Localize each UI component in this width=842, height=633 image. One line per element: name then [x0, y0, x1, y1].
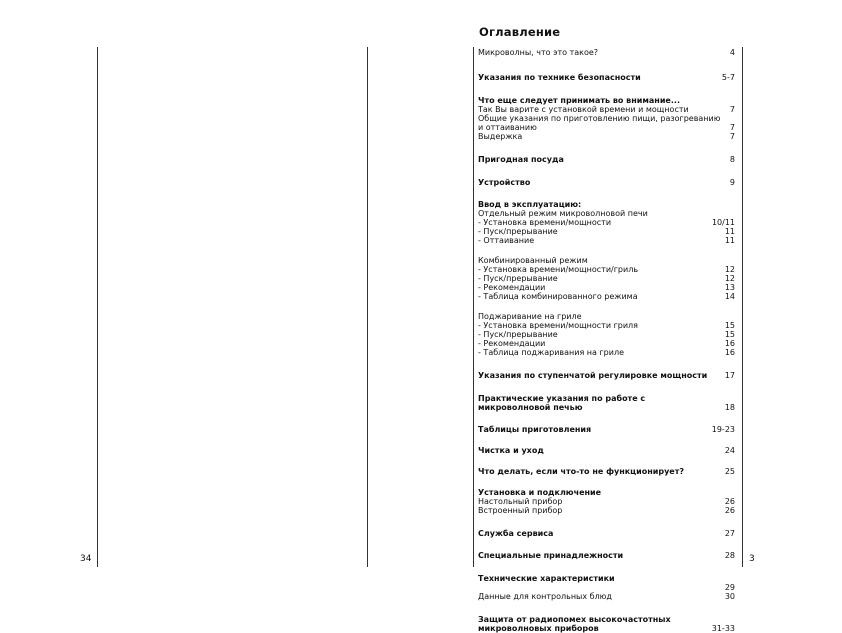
toc-entry[interactable]	[478, 330, 735, 339]
toc-section	[478, 467, 735, 476]
toc-entry-text: Настольный прибор	[478, 497, 563, 506]
toc-entry-page: 7	[729, 105, 735, 114]
toc-entry-page: 29	[724, 583, 735, 592]
toc-section-heading: Ввод в эксплуатацию:	[478, 200, 582, 209]
toc-section	[478, 178, 735, 187]
toc-entry-page: 26	[724, 497, 735, 506]
toc-entry-text: Таблицы приготовления	[478, 425, 592, 434]
toc-section	[478, 48, 735, 57]
toc-entry[interactable]	[478, 312, 735, 321]
toc-entry-page: 8	[729, 155, 735, 164]
toc-entry-page: 31-33	[711, 624, 735, 633]
toc-entry-text: Что делать, если что-то не функционирует?	[478, 467, 684, 476]
toc-entry[interactable]	[478, 506, 735, 515]
toc-entry-page: 14	[724, 292, 735, 301]
toc-entry[interactable]	[478, 209, 735, 218]
toc-section	[478, 155, 735, 164]
toc-section-heading: Установка и подключение	[478, 488, 602, 497]
toc-entry[interactable]	[478, 371, 735, 380]
toc-section	[478, 96, 735, 141]
toc-section	[478, 529, 735, 538]
toc-section-heading: Что еще следует принимать во внимание...	[478, 96, 680, 105]
toc-entry[interactable]	[478, 73, 735, 82]
toc-entry-text: Служба сервиса	[478, 529, 554, 538]
toc-entry-text: Практические указания по работе с микроволновой печью	[478, 394, 646, 412]
toc-entry-text: Общие указания по приготовлению пищи, разогреванию и оттаиванию	[478, 114, 721, 132]
toc-section	[478, 446, 735, 455]
toc-entry-text: Отдельный режим микроволновой печи	[478, 209, 648, 218]
toc-entry-text: - Рекомендации	[478, 339, 546, 348]
toc-entry-page: 11	[724, 236, 735, 245]
toc-entry[interactable]	[478, 132, 735, 141]
toc-entry-text: - Установка времени/мощности гриля	[478, 321, 638, 330]
toc-entry-page: 30	[724, 592, 735, 601]
toc-section	[478, 425, 735, 434]
toc-entry[interactable]	[478, 446, 735, 455]
toc-entry[interactable]	[478, 615, 735, 633]
toc-entry[interactable]	[478, 292, 735, 301]
toc-entry-text: Чистка и уход	[478, 446, 544, 455]
toc-entry[interactable]	[478, 283, 735, 292]
toc-entry-page: 24	[724, 446, 735, 455]
toc-entry-page: 9	[729, 178, 735, 187]
toc-entry[interactable]	[478, 256, 735, 265]
right-page-number: 3	[749, 554, 755, 564]
toc-section	[478, 73, 735, 82]
toc-entry-text: Встроенный прибор	[478, 506, 563, 515]
toc-entry-page: 10/11	[711, 218, 735, 227]
toc-entry-page: 16	[724, 339, 735, 348]
toc-entry-text: Данные для контрольных блюд	[478, 592, 612, 601]
toc-entry-page: 12	[724, 265, 735, 274]
left-margin-rule	[97, 47, 98, 567]
toc-entry[interactable]	[478, 339, 735, 348]
toc-section	[478, 256, 735, 301]
toc-entry-page: 26	[724, 506, 735, 515]
toc-entry[interactable]	[478, 583, 735, 592]
toc-section	[478, 488, 735, 515]
toc-entry-text: Так Вы варите с установкой времени и мощности	[478, 105, 689, 114]
toc-entry-page: 18	[724, 403, 735, 412]
toc-entry-page: 4	[729, 48, 735, 57]
toc-entry-page: 5-7	[721, 73, 735, 82]
toc-entry-page: 11	[724, 227, 735, 236]
toc-entry-text: Защита от радиопомех высокочастотных микроволновых приборов	[478, 615, 671, 633]
toc-entry-text: - Таблица поджаривания на гриле	[478, 348, 624, 357]
center-left-rule	[367, 47, 368, 567]
toc-entry[interactable]	[478, 425, 735, 434]
toc-entry[interactable]	[478, 114, 735, 132]
toc-entry[interactable]	[478, 155, 735, 164]
toc-entry-text: Специальные принадлежности	[478, 551, 624, 560]
toc-entry-text: - Пуск/прерывание	[478, 330, 558, 339]
toc-section	[478, 200, 735, 245]
toc-entry[interactable]	[478, 236, 735, 245]
toc-entry[interactable]	[478, 394, 735, 412]
toc-entry-page: 16	[724, 348, 735, 357]
left-page-number: 34	[80, 554, 92, 564]
toc-entry-page: 25	[724, 467, 735, 476]
toc-entry-page: 15	[724, 321, 735, 330]
toc-entry-text: - Пуск/прерывание	[478, 227, 558, 236]
toc-entry-text: Пригодная посуда	[478, 155, 564, 164]
toc-entry[interactable]	[478, 348, 735, 357]
toc-entry-page: 15	[724, 330, 735, 339]
toc-entry-page: 13	[724, 283, 735, 292]
toc-entry-text: - Установка времени/мощности/гриль	[478, 265, 639, 274]
toc-entry[interactable]	[478, 178, 735, 187]
toc-entry-page: 19-23	[711, 425, 735, 434]
toc-entry-text: - Таблица комбинированного режима	[478, 292, 638, 301]
toc-entry-page: 27	[724, 529, 735, 538]
toc-entry[interactable]	[478, 218, 735, 227]
toc-entry-page: 7	[729, 132, 735, 141]
toc-entry[interactable]	[478, 497, 735, 506]
toc-entry-text: - Рекомендации	[478, 283, 546, 292]
toc-section	[478, 551, 735, 560]
toc-entry-text: Указания по ступенчатой регулировке мощности	[478, 371, 708, 380]
page-title: Оглавление	[479, 25, 561, 39]
toc-entry[interactable]	[478, 48, 735, 57]
toc-section	[478, 615, 735, 633]
toc-entry[interactable]	[478, 551, 735, 560]
toc-section	[478, 312, 735, 357]
toc-entry-text: Поджаривание на гриле	[478, 312, 582, 321]
right-margin-rule	[742, 47, 743, 567]
toc-entry[interactable]	[478, 274, 735, 283]
toc-entry-text: Устройство	[478, 178, 531, 187]
toc-entry[interactable]	[478, 529, 735, 538]
toc-entry[interactable]	[478, 265, 735, 274]
toc-entry-text: - Установка времени/мощности	[478, 218, 612, 227]
toc-section	[478, 371, 735, 380]
toc-entry[interactable]	[478, 105, 735, 114]
toc-entry-page: 12	[724, 274, 735, 283]
toc-section-heading: Технические характеристики	[478, 574, 615, 583]
toc-entry[interactable]	[478, 467, 735, 476]
toc-entry[interactable]	[478, 592, 735, 601]
toc-entry[interactable]	[478, 321, 735, 330]
toc-entry-text: Микроволны, что это такое?	[478, 48, 599, 57]
toc-section	[478, 394, 735, 412]
toc-section	[478, 574, 735, 601]
toc-entry[interactable]	[478, 227, 735, 236]
toc-entry-text: Выдержка	[478, 132, 523, 141]
toc-entry-text: - Пуск/прерывание	[478, 274, 558, 283]
toc-entry-page: 28	[724, 551, 735, 560]
toc-entry-page: 7	[729, 123, 735, 132]
toc-entry-page: 17	[724, 371, 735, 380]
table-of-contents	[478, 48, 735, 633]
toc-entry-text: - Оттаивание	[478, 236, 535, 245]
toc-entry-text: Комбинированный режим	[478, 256, 588, 265]
toc-entry-text: Указания по технике безопасности	[478, 73, 641, 82]
center-right-rule	[473, 47, 474, 567]
